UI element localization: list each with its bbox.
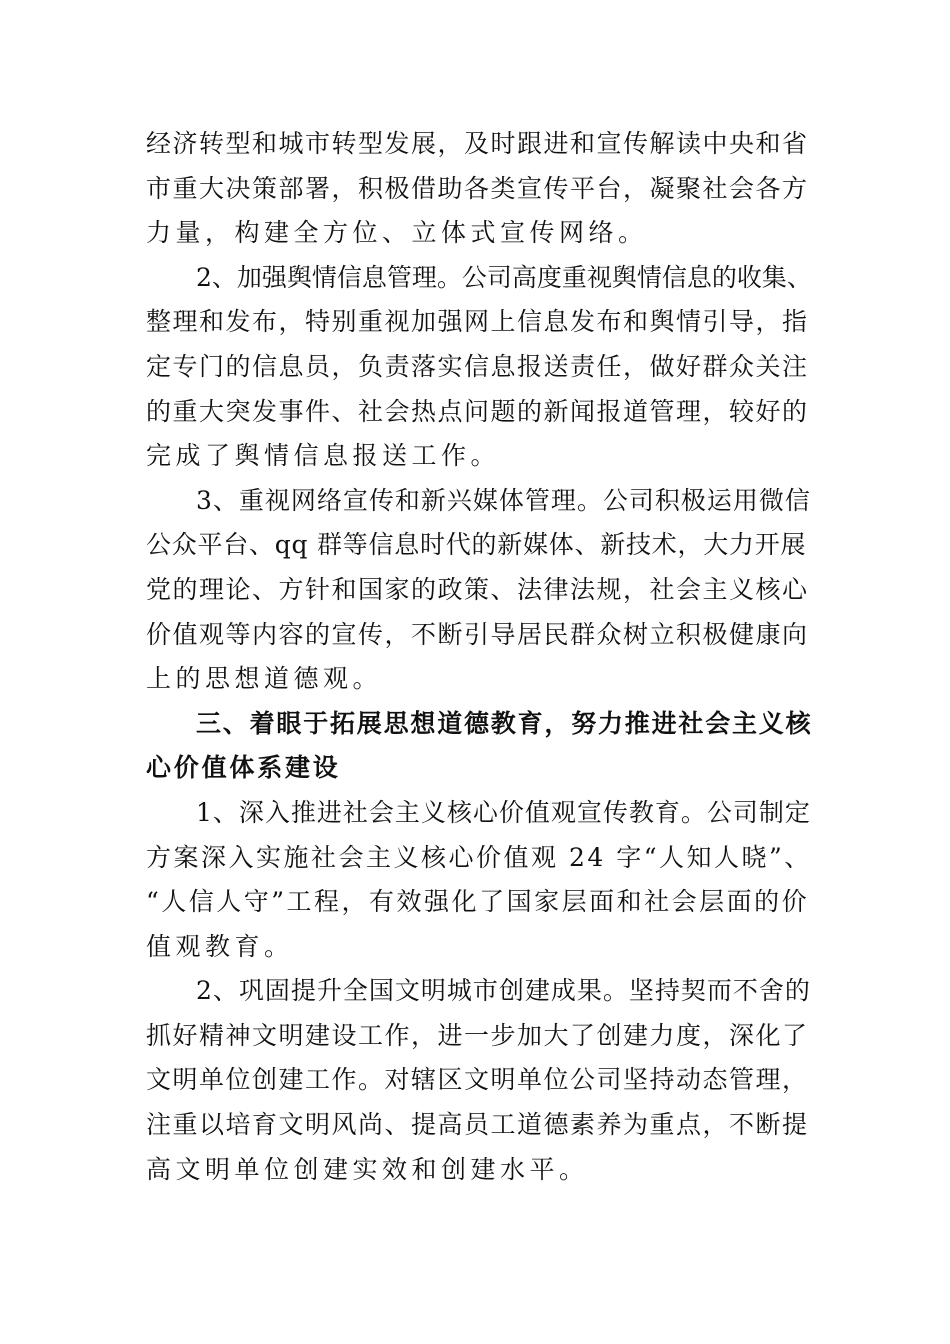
text-line: 上的思想道德观。 [146, 664, 383, 694]
paragraph-start-line: 1、深入推进社会主义核心价值观宣传教育。公司制定 [196, 797, 811, 827]
section-heading-line: 心价值体系建设 [146, 753, 341, 783]
section-heading-line: 三、着眼于拓展思想道德教育，努力推进社会主义核 [196, 708, 813, 738]
paragraph-start-line: 2、巩固提升全国文明城市创建成果。坚持契而不舍的 [196, 976, 811, 1006]
text-line: “人信人守”工程，有效强化了国家层面和社会层面的价 [146, 887, 810, 917]
text-line: 党的理论、方针和国家的政策、法律法规，社会主义核心 [146, 574, 809, 604]
text-line: 的重大突发事件、社会热点问题的新闻报道管理，较好的 [146, 396, 809, 426]
text-line: 经济转型和城市转型发展，及时跟进和宣传解读中央和省 [146, 129, 809, 158]
text-line: 注重以培育文明风尚、提高员工道德素养为重点，不断提 [146, 1110, 809, 1140]
text-line: 文明单位创建工作。对辖区文明单位公司坚持动态管理， [146, 1065, 809, 1095]
text-line: 整理和发布，特别重视加强网上信息发布和舆情引导，指 [146, 307, 809, 337]
text-line: 价值观等内容的宣传，不断引导居民群众树立积极健康向 [146, 619, 809, 649]
text-line: 高文明单位创建实效和创建水平。 [146, 1154, 589, 1184]
text-line: 值观教育。 [146, 931, 294, 961]
text-line: 力量，构建全方位、立体式宣传网络。 [146, 218, 648, 248]
text-line: 公众平台、qq 群等信息时代的新媒体、新技术，大力开展 [146, 530, 807, 560]
document-page [146, 122, 811, 1192]
paragraph-start-line: 3、重视网络宣传和新兴媒体管理。公司积极运用微信 [196, 485, 811, 515]
text-line: 完成了舆情信息报送工作。 [146, 441, 501, 471]
paragraph-start-line: 2、加强舆情信息管理。公司高度重视舆情信息的收集、 [196, 262, 812, 292]
text-line: 方案深入实施社会主义核心价值观 24 字“人知人晓”、 [146, 842, 812, 872]
text-line: 定专门的信息员，负责落实信息报送责任，做好群众关注 [146, 351, 809, 381]
text-line: 抓好精神文明建设工作，进一步加大了创建力度，深化了 [146, 1020, 809, 1050]
text-line: 市重大决策部署，积极借助各类宣传平台，凝聚社会各方 [146, 173, 809, 203]
